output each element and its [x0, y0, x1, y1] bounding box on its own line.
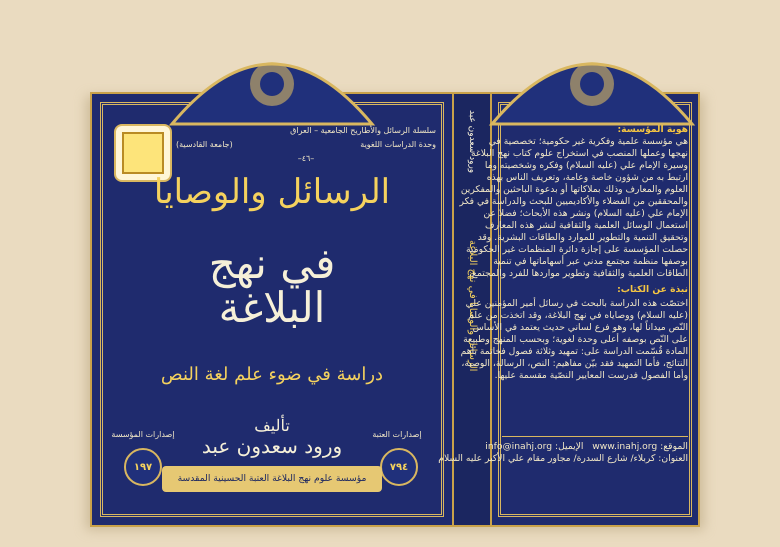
book-line: النتائج، فأما التمهيد فقد بيّن مفاهيم: النص، الرسالة، الوصية،: [461, 358, 688, 369]
book-line: المادة قُسّمت الدراسة على: تمهيد وثلاثة فصول فخاتمة بأهم: [460, 346, 688, 357]
book-line: وأما الفصول فدرست المعايير النصّية مقسمة عليها.: [494, 370, 688, 381]
institution-line: الإمام علي (عليه السلام) ونشر هذه الأبحاث؛ فضلا عن: [483, 208, 688, 219]
series-badge-label: إصدارات المؤسسة: [111, 430, 175, 439]
institution-line: العلوم والمعارف وذلك بملاكاتها أو بدعوة الباحثين والمفكرين: [460, 184, 688, 195]
spine-title: الرسائل والوصايا في نهج البلاغة: [467, 240, 478, 372]
book-subtitle: في نهج البلاغة: [208, 239, 336, 332]
book-title: الرسائل والوصايا: [153, 172, 391, 212]
address-value: كربلاء/ شارع السدرة/ مجاور مقام علي الأكبر عليه السلام: [438, 453, 656, 464]
institution-line: استعمال الوسائل العلمية والثقافية لنشر هذه المعارف: [485, 220, 688, 231]
series-badge-label-2: إصدارات العتبة: [372, 430, 422, 439]
author-name: ورود سعدون عبد: [201, 434, 343, 458]
institution-line: وتحقيق التنمية والتطوير للموارد والطاقات البشرية. وقد: [477, 232, 688, 243]
publisher-bar: [162, 466, 382, 492]
book-line: اختصّت هذه الدراسة بالبحث في رسائل أمير المؤمنين علي: [465, 298, 688, 309]
author-label: تأليف: [254, 416, 290, 435]
book-cover: [90, 92, 700, 527]
front-top-ornament-icon: [162, 24, 382, 134]
book-line: على النّص بوصفه أعلى وحدة لغوية؛ وبحسب المنهج وطبيعة: [463, 334, 688, 345]
publisher-line: مؤسسة علوم نهج البلاغة العتبة الحسينية المقدسة: [177, 473, 367, 484]
heading-institution: هوية المؤسسة:: [617, 124, 688, 135]
site-label: الموقع: [663, 441, 688, 452]
institution-line: بوصفها منظمة مجتمع مدني عبر أسهاماتها في تنمية: [493, 256, 688, 267]
department-line: وحدة الدراسات اللغوية: [360, 140, 436, 149]
front-cover: [92, 94, 452, 525]
series-line: سلسلة الرسائل والأطاريح الجامعية – العراق: [290, 126, 436, 135]
spine-author: ورود سعدون عبد: [467, 110, 477, 174]
institution-line: هي مؤسسة علمية وفكرية غير حكومية؛ تخصصية في: [488, 136, 688, 147]
address-line: العنوان: كربلاء/ شارع السدرة/ مجاور مقام علي الأكبر عليه السلام: [438, 453, 688, 464]
book-line: النّص ميداناً لها، وهو فرع لساني حديث يعتمد في الأساس: [472, 322, 688, 333]
institution-line: والمحققين من الفضلاء والأكاديميين للبحث والدراسة في فكر: [459, 196, 688, 207]
institution-line: الطاقات العلمية والثقافية وتطوير مواردها للفرد والمجتمع.: [469, 268, 688, 279]
heading-book: نبذة عن الكتاب:: [617, 284, 688, 295]
number-line: –٤٦–: [297, 154, 315, 163]
institution-line: ارتبط به من شؤون خاصة وعامة، وتعريف الناس بهذه: [486, 172, 688, 183]
email-label: الإيميل: [558, 441, 584, 452]
contact-block: [438, 436, 688, 471]
email-value: info@inahj.org: [485, 441, 553, 452]
university-line: (جامعة القادسية): [176, 140, 233, 149]
institution-line: وسيرة الإمام علي (عليه السلام) وفكره وشخصيته وما: [484, 160, 688, 171]
address-label: العنوان: [661, 453, 688, 464]
back-top-ornament-icon: [482, 24, 702, 134]
book-line: (عليه السلام) ووصاياه في نهج البلاغة، وقد اتخذت من علم: [468, 310, 688, 321]
institution-line: حصلت المؤسسة على إجازة دائرة المنظمات غير الحكومية: [465, 244, 688, 255]
book-tagline: دراسة في ضوء علم لغة النص: [160, 364, 384, 385]
series-badge-2: ٧٩٤: [380, 448, 418, 486]
series-badge: ١٩٧: [124, 448, 162, 486]
site-line: الموقع: www.inahj.org الإيميل: info@inahj.org: [485, 441, 688, 452]
institution-line: نهجها وعملها المنصب في استخراج علوم كتاب نهج البلاغة: [470, 148, 688, 159]
site-value: www.inahj.org: [592, 441, 658, 452]
